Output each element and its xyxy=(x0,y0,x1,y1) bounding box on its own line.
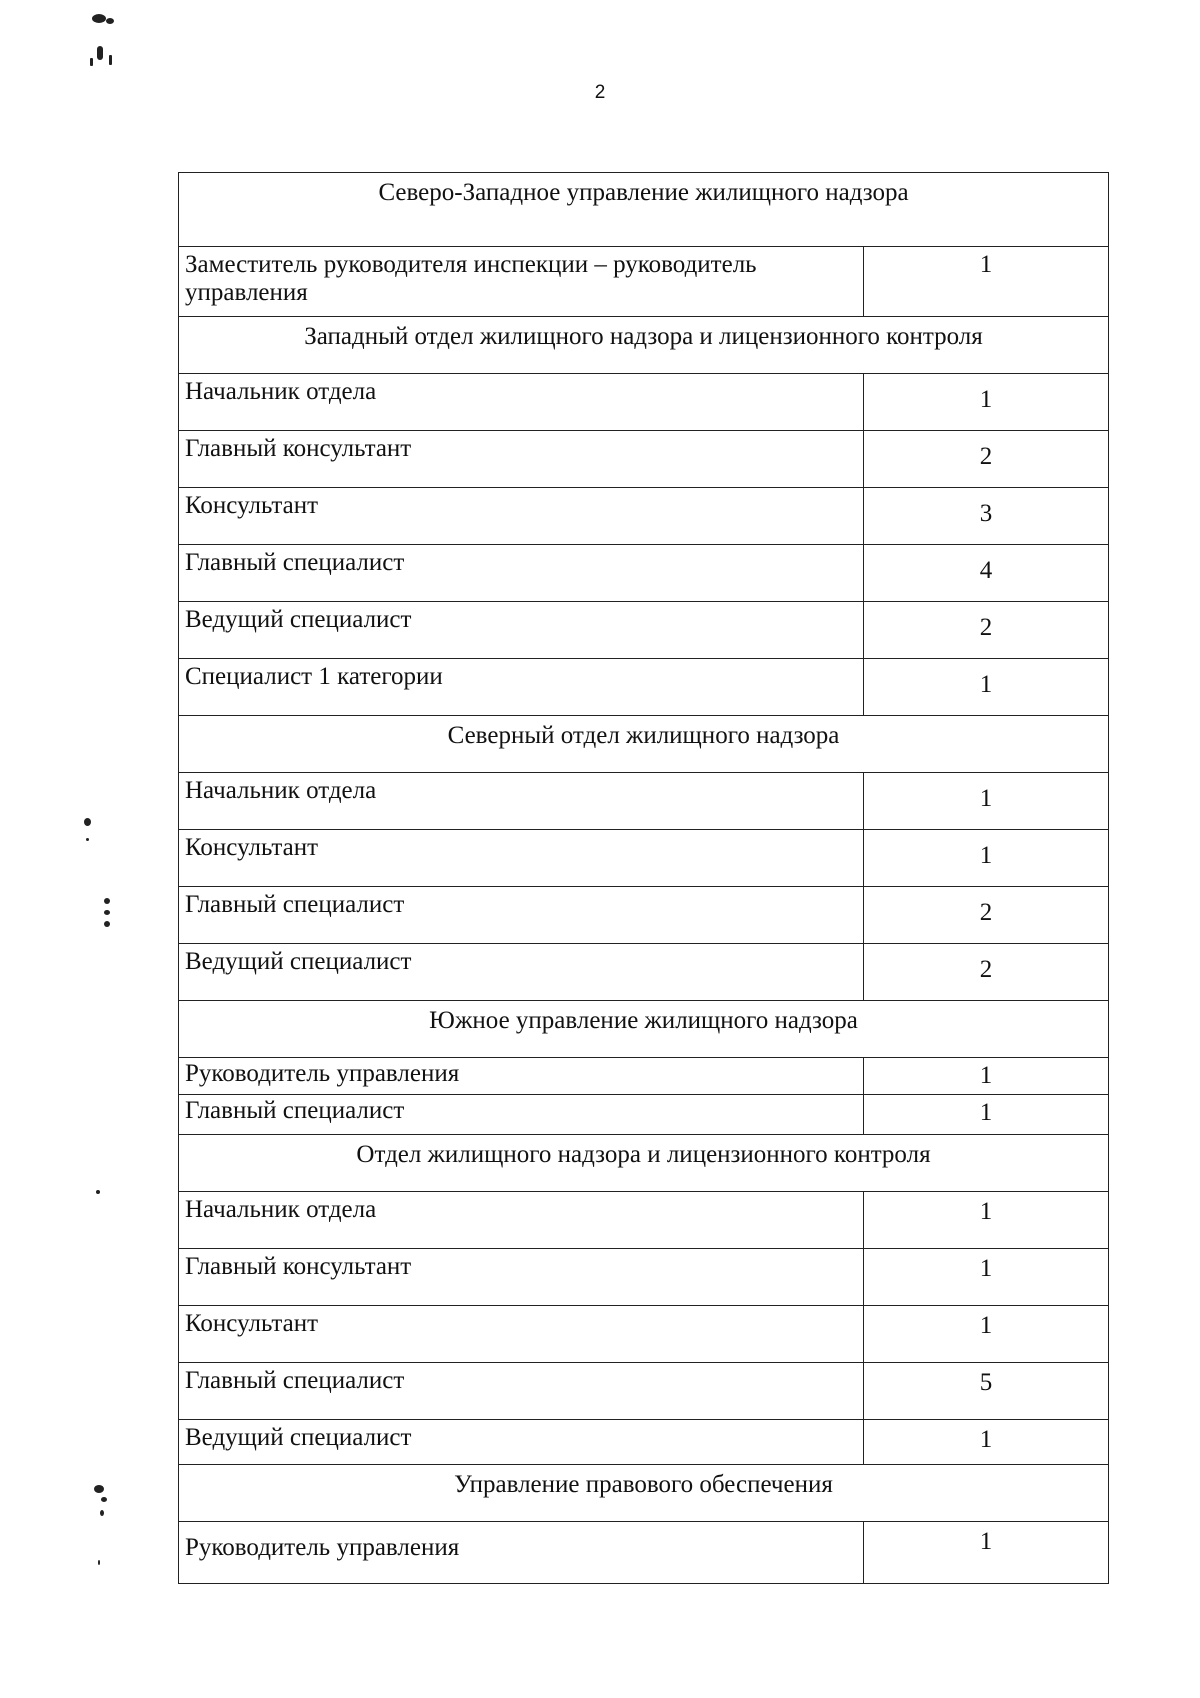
count-cell: 2 xyxy=(864,887,1109,944)
position-cell: Ведущий специалист xyxy=(179,602,864,659)
count-cell: 1 xyxy=(864,830,1109,887)
count-cell: 1 xyxy=(864,773,1109,830)
table-row xyxy=(179,1363,1109,1420)
count-cell: 1 xyxy=(864,1192,1109,1249)
scan-speck xyxy=(97,46,103,60)
count-cell: 1 xyxy=(864,1095,1109,1135)
scan-speck xyxy=(106,18,114,24)
position-cell: Консультант xyxy=(179,1306,864,1363)
count-cell: 2 xyxy=(864,431,1109,488)
page-number: 2 xyxy=(594,82,606,103)
position-cell: Заместитель руководителя инспекции – руководитель управления xyxy=(179,247,864,317)
position-cell: Руководитель управления xyxy=(179,1058,864,1095)
section-title: Западный отдел жилищного надзора и лицензионного контроля xyxy=(179,317,1109,374)
position-cell: Начальник отдела xyxy=(179,374,864,431)
count-cell: 2 xyxy=(864,602,1109,659)
count-cell: 2 xyxy=(864,944,1109,1001)
scan-speck xyxy=(86,838,89,841)
count-cell: 4 xyxy=(864,545,1109,602)
scan-speck xyxy=(92,14,106,23)
count-cell: 1 xyxy=(864,247,1109,317)
table-row xyxy=(179,545,1109,602)
scan-speck xyxy=(104,921,110,927)
position-cell: Ведущий специалист xyxy=(179,1420,864,1465)
section-header-row xyxy=(179,1465,1109,1522)
scan-speck xyxy=(94,1485,104,1493)
section-header-row xyxy=(179,1135,1109,1192)
table-row xyxy=(179,773,1109,830)
table-row xyxy=(179,887,1109,944)
section-title: Северный отдел жилищного надзора xyxy=(179,716,1109,773)
table-row xyxy=(179,602,1109,659)
table-row xyxy=(179,488,1109,545)
scan-speck xyxy=(101,1497,107,1502)
table-row xyxy=(179,1095,1109,1135)
table-row xyxy=(179,1306,1109,1363)
scan-speck xyxy=(104,910,110,915)
position-cell: Главный специалист xyxy=(179,887,864,944)
count-cell: 1 xyxy=(864,374,1109,431)
table-row xyxy=(179,374,1109,431)
count-cell: 1 xyxy=(864,1058,1109,1095)
scan-speck xyxy=(98,1560,100,1565)
scan-speck xyxy=(90,58,93,66)
section-header-row xyxy=(179,716,1109,773)
section-title: Северо-Западное управление жилищного надзора xyxy=(179,173,1109,247)
count-cell: 3 xyxy=(864,488,1109,545)
table-row xyxy=(179,1420,1109,1465)
position-cell: Специалист 1 категории xyxy=(179,659,864,716)
position-cell: Главный специалист xyxy=(179,1363,864,1420)
position-cell: Начальник отдела xyxy=(179,1192,864,1249)
table-row xyxy=(179,1249,1109,1306)
position-cell: Начальник отдела xyxy=(179,773,864,830)
section-header-row xyxy=(179,173,1109,247)
staff-table xyxy=(178,172,1109,1584)
table-row xyxy=(179,1058,1109,1095)
section-header-row xyxy=(179,1001,1109,1058)
table-row xyxy=(179,830,1109,887)
scan-speck xyxy=(109,55,112,65)
position-cell: Главный специалист xyxy=(179,1095,864,1135)
count-cell: 1 xyxy=(864,1249,1109,1306)
scan-speck xyxy=(84,818,91,826)
table-row xyxy=(179,1522,1109,1584)
position-cell: Главный специалист xyxy=(179,545,864,602)
table-row xyxy=(179,431,1109,488)
table-row xyxy=(179,659,1109,716)
section-title: Управление правового обеспечения xyxy=(179,1465,1109,1522)
position-cell: Консультант xyxy=(179,488,864,545)
count-cell: 1 xyxy=(864,1522,1109,1584)
scan-speck xyxy=(100,1510,104,1516)
position-cell: Ведущий специалист xyxy=(179,944,864,1001)
count-cell: 1 xyxy=(864,1420,1109,1465)
section-title: Отдел жилищного надзора и лицензионного контроля xyxy=(179,1135,1109,1192)
table-row xyxy=(179,1192,1109,1249)
scan-speck xyxy=(104,898,110,904)
position-cell: Руководитель управления xyxy=(179,1522,864,1584)
count-cell: 1 xyxy=(864,1306,1109,1363)
position-cell: Консультант xyxy=(179,830,864,887)
table-row xyxy=(179,944,1109,1001)
count-cell: 1 xyxy=(864,659,1109,716)
position-cell: Главный консультант xyxy=(179,431,864,488)
position-cell: Главный консультант xyxy=(179,1249,864,1306)
section-title: Южное управление жилищного надзора xyxy=(179,1001,1109,1058)
scan-speck xyxy=(96,1190,100,1194)
section-header-row xyxy=(179,317,1109,374)
table-row xyxy=(179,247,1109,317)
count-cell: 5 xyxy=(864,1363,1109,1420)
